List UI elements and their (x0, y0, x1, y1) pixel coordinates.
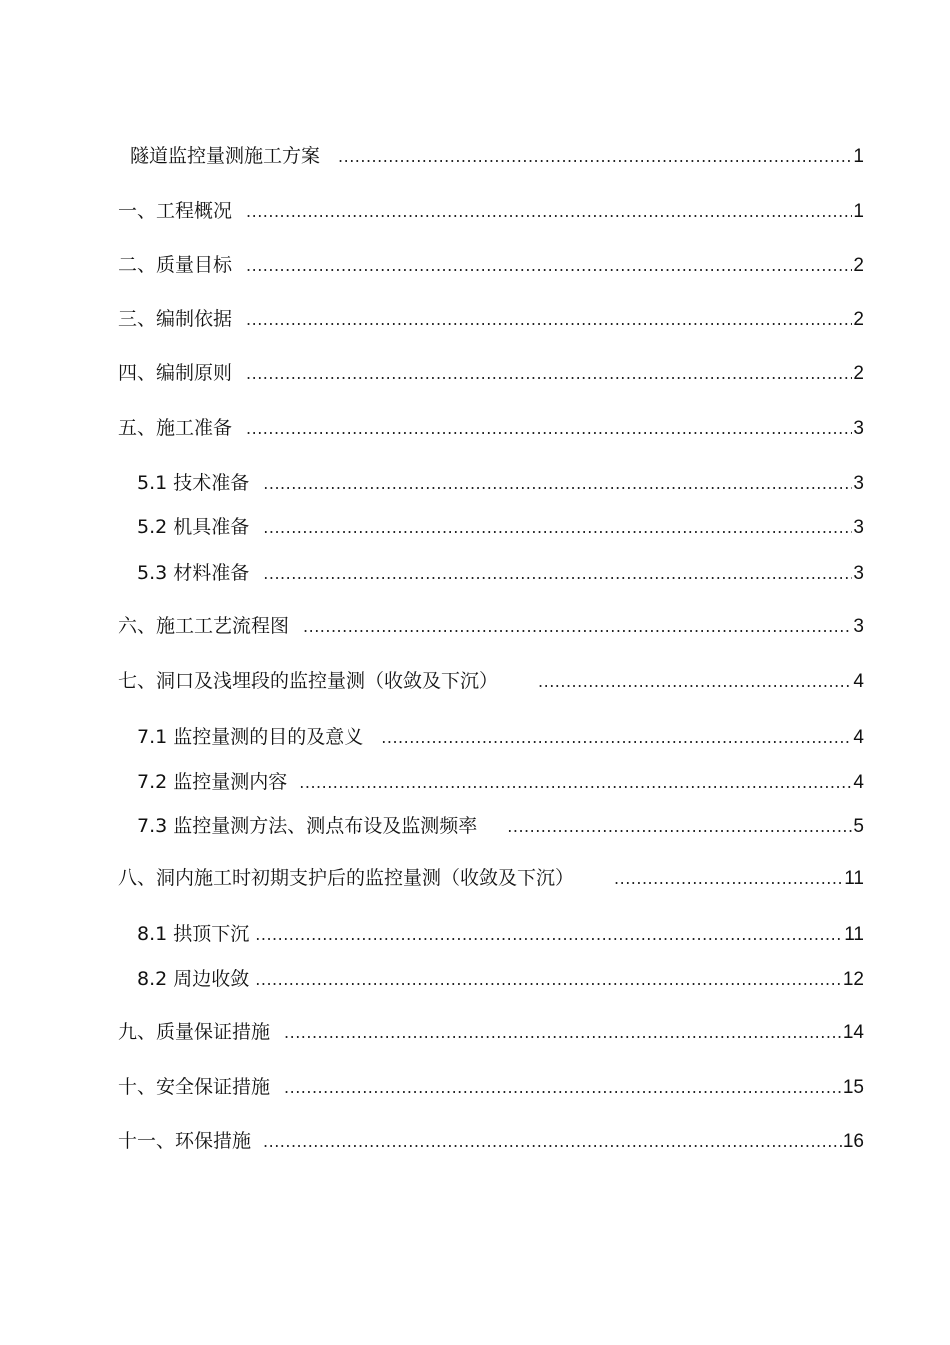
toc-dot-leader (303, 614, 852, 640)
toc-dot-leader (299, 770, 852, 796)
toc-entry-title: 8.1 拱顶下沉 (137, 923, 250, 945)
toc-page-number: 2 (853, 363, 864, 384)
toc-page-number: 2 (853, 255, 864, 276)
toc-entry-title: 七、洞口及浅埋段的监控量测（收敛及下沉） (118, 670, 499, 692)
toc-page-number: 14 (842, 1022, 864, 1043)
toc-entry-title: 隧道监控量测施工方案 (130, 145, 321, 167)
toc-page-number: 16 (842, 1131, 864, 1152)
toc-page-number: 1 (853, 146, 864, 167)
toc-dot-leader (263, 515, 852, 541)
toc-entry[interactable] (130, 143, 864, 169)
toc-dot-leader (284, 1075, 842, 1101)
toc-page-number: 1 (853, 201, 864, 222)
toc-dot-leader (263, 1129, 842, 1155)
toc-dot-leader (263, 471, 852, 497)
toc-entry[interactable] (118, 1074, 864, 1100)
toc-entry[interactable] (118, 1128, 864, 1154)
toc-entry[interactable] (118, 865, 864, 891)
toc-dot-leader (246, 199, 852, 225)
toc-page-number: 3 (853, 563, 864, 584)
toc-entry-title: 八、洞内施工时初期支护后的监控量测（收敛及下沉） (118, 867, 575, 889)
toc-page-number: 2 (853, 309, 864, 330)
toc-entry[interactable] (118, 613, 864, 639)
toc-dot-leader (246, 307, 852, 333)
toc-entry[interactable] (137, 813, 864, 839)
toc-dot-leader (614, 866, 843, 892)
toc-entry-title: 一、工程概况 (118, 200, 233, 222)
toc-entry-title: 五、施工准备 (118, 417, 233, 439)
toc-entry-title: 九、质量保证措施 (118, 1021, 271, 1043)
toc-page-number: 12 (842, 969, 864, 990)
toc-entry[interactable] (118, 360, 864, 386)
toc-entry[interactable] (137, 514, 864, 540)
toc-dot-leader (381, 725, 852, 751)
toc-dot-leader (263, 561, 852, 587)
toc-entry-title: 六、施工工艺流程图 (118, 615, 290, 637)
toc-entry[interactable] (118, 415, 864, 441)
toc-dot-leader (284, 1020, 842, 1046)
toc-page-number: 3 (853, 517, 864, 538)
toc-entry[interactable] (137, 470, 864, 496)
toc-entry[interactable] (118, 252, 864, 278)
toc-page-number: 4 (853, 772, 864, 793)
toc-entry-title: 5.1 技术准备 (137, 472, 250, 494)
toc-entry[interactable] (118, 668, 864, 694)
toc-entry-title: 8.2 周边收敛 (137, 968, 250, 990)
toc-entry[interactable] (118, 306, 864, 332)
toc-entry[interactable] (137, 921, 864, 947)
toc-dot-leader (255, 922, 843, 948)
toc-entry[interactable] (118, 198, 864, 224)
toc-entry-title: 5.2 机具准备 (137, 516, 250, 538)
toc-entry-title: 十一、环保措施 (118, 1130, 252, 1152)
toc-dot-leader (538, 669, 852, 695)
toc-entry-title: 5.3 材料准备 (137, 562, 250, 584)
toc-entry-title: 7.3 监控量测方法、测点布设及监测频率 (137, 815, 478, 837)
toc-page-number: 3 (853, 418, 864, 439)
toc-page-number: 4 (853, 671, 864, 692)
toc-entry[interactable] (137, 966, 864, 992)
toc-entry-title: 7.2 监控量测内容 (137, 771, 288, 793)
toc-entry-title: 三、编制依据 (118, 308, 233, 330)
toc-dot-leader (246, 253, 852, 279)
toc-dot-leader (507, 814, 852, 840)
toc-entry-title: 二、质量目标 (118, 254, 233, 276)
toc-entry-title: 四、编制原则 (118, 362, 233, 384)
toc-entry-title: 7.1 监控量测的目的及意义 (137, 726, 364, 748)
toc-entry[interactable] (137, 769, 864, 795)
toc-entry[interactable] (118, 1019, 864, 1045)
toc-page-number: 3 (853, 616, 864, 637)
toc-page-number: 4 (853, 727, 864, 748)
toc-entry[interactable] (137, 724, 864, 750)
toc-entry[interactable] (137, 560, 864, 586)
toc-dot-leader (246, 361, 852, 387)
toc-page-number: 15 (842, 1077, 864, 1098)
toc-page-number: 3 (853, 473, 864, 494)
toc-dot-leader (255, 967, 842, 993)
toc-page-number: 11 (844, 868, 864, 889)
toc-dot-leader (246, 416, 852, 442)
toc-entry-title: 十、安全保证措施 (118, 1076, 271, 1098)
toc-dot-leader (338, 144, 852, 170)
toc-page-number: 11 (844, 924, 864, 945)
toc-page-number: 5 (853, 816, 864, 837)
